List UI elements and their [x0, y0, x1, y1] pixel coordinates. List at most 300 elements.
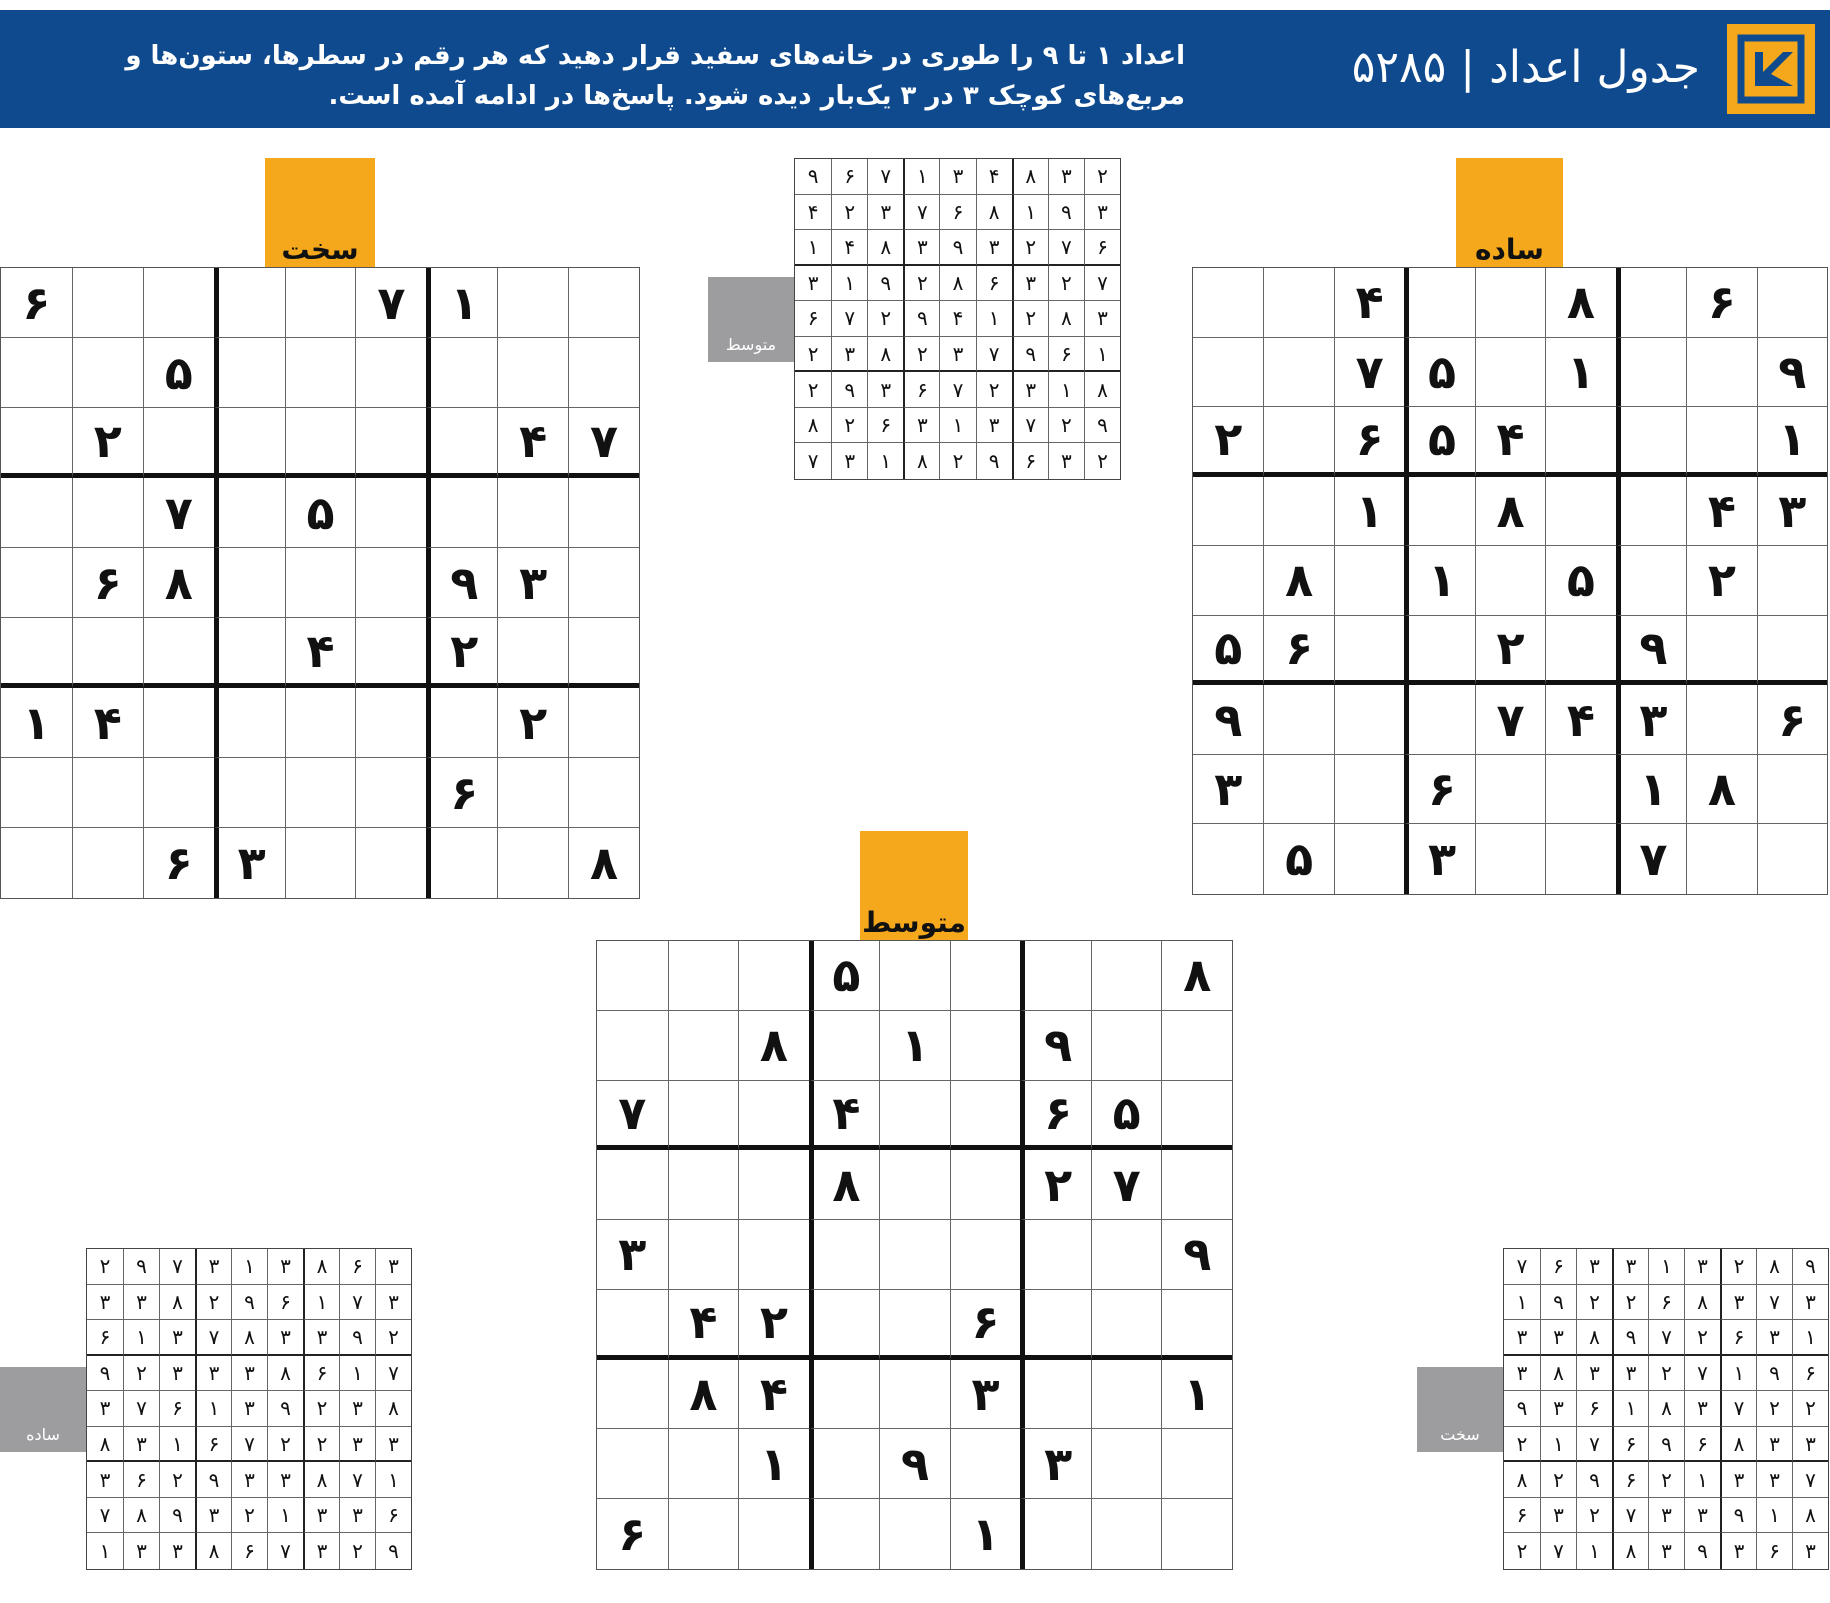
grid-cell: [1263, 685, 1333, 755]
easy-puzzle-grid: [1192, 267, 1828, 895]
grid-cell: ۳: [1684, 1249, 1720, 1285]
grid-cell: ۲: [195, 1285, 231, 1321]
grid-cell: ۱: [1404, 546, 1474, 616]
grid-cell: ۱: [1048, 372, 1084, 408]
grid-cell: ۶: [1020, 1081, 1091, 1151]
grid-cell: ۳: [867, 372, 903, 408]
grid-cell: ۳: [497, 548, 568, 618]
grid-cell: ۲: [903, 337, 939, 373]
grid-cell: ۲: [1756, 1391, 1792, 1427]
grid-cell: ۳: [195, 1249, 231, 1285]
grid-cell: [426, 338, 497, 408]
grid-cell: ۹: [1504, 1391, 1540, 1427]
grid-cell: ۷: [143, 478, 214, 548]
grid-cell: ۶: [1686, 268, 1756, 338]
header-bar: [0, 10, 1830, 128]
grid-cell: [668, 1499, 739, 1569]
grid-cell: ۶: [831, 159, 867, 195]
grid-cell: ۲: [795, 372, 831, 408]
grid-cell: [1161, 1081, 1232, 1151]
grid-cell: ۴: [1686, 477, 1756, 547]
grid-cell: [285, 408, 356, 478]
grid-cell: ۳: [1012, 372, 1048, 408]
grid-cell: [1161, 1499, 1232, 1569]
grid-cell: ۶: [1648, 1285, 1684, 1321]
grid-cell: [1091, 1290, 1162, 1360]
grid-cell: ۶: [1504, 1498, 1540, 1534]
grid-cell: ۳: [267, 1249, 303, 1285]
grid-cell: ۱: [1576, 1533, 1612, 1569]
grid-cell: ۲: [159, 1462, 195, 1498]
grid-cell: ۳: [303, 1533, 339, 1569]
grid-cell: [214, 688, 285, 758]
grid-cell: ۸: [568, 828, 639, 898]
grid-cell: ۲: [72, 408, 143, 478]
grid-cell: [1161, 1150, 1232, 1220]
grid-cell: ۳: [267, 1320, 303, 1356]
grid-cell: ۲: [267, 1427, 303, 1463]
grid-cell: [1161, 1290, 1232, 1360]
grid-cell: ۹: [795, 159, 831, 195]
grid-cell: ۳: [1792, 1533, 1828, 1569]
grid-cell: ۱: [1756, 1498, 1792, 1534]
grid-cell: ۲: [795, 337, 831, 373]
grid-cell: ۸: [375, 1391, 411, 1427]
grid-cell: ۶: [1540, 1249, 1576, 1285]
grid-cell: [809, 1360, 880, 1430]
grid-cell: ۲: [1516, 1539, 1528, 1564]
grid-cell: ۳: [1756, 1320, 1792, 1356]
grid-cell: ۵: [1091, 1081, 1162, 1151]
grid-cell: ۲: [1720, 1249, 1756, 1285]
grid-cell: ۱: [1, 688, 72, 758]
medium-puzzle-tab: متوسط: [860, 831, 968, 941]
grid-cell: ۱: [976, 301, 1012, 337]
grid-cell: ۲: [375, 1320, 411, 1356]
grid-cell: ۱: [950, 1499, 1021, 1569]
grid-cell: ۳: [1084, 195, 1120, 231]
grid-cell: ۶: [123, 1462, 159, 1498]
grid-cell: ۶: [1263, 616, 1333, 686]
grid-cell: ۱: [1012, 195, 1048, 231]
grid-cell: [1404, 616, 1474, 686]
grid-cell: ۳: [339, 1391, 375, 1427]
grid-cell: ۸: [1161, 941, 1232, 1011]
grid-cell: ۲: [339, 1533, 375, 1569]
grid-cell: ۹: [1684, 1533, 1720, 1569]
grid-cell: ۱: [231, 1249, 267, 1285]
grid-cell: [1091, 1011, 1162, 1081]
grid-cell: ۸: [1648, 1391, 1684, 1427]
grid-cell: [1193, 546, 1263, 616]
grid-cell: ۴: [795, 195, 831, 231]
grid-cell: ۶: [1756, 1533, 1792, 1569]
grid-cell: ۲: [1084, 443, 1120, 479]
grid-cell: [668, 1011, 739, 1081]
grid-cell: ۹: [831, 372, 867, 408]
grid-cell: ۳: [1720, 1462, 1756, 1498]
grid-cell: [809, 1429, 880, 1499]
grid-cell: ۶: [159, 1391, 195, 1427]
grid-cell: ۶: [950, 1290, 1021, 1360]
grid-cell: ۸: [87, 1427, 123, 1463]
grid-cell: [1193, 477, 1263, 547]
grid-cell: [809, 1220, 880, 1290]
grid-cell: ۳: [1612, 1249, 1648, 1285]
grid-cell: ۳: [831, 443, 867, 479]
grid-cell: [809, 1499, 880, 1569]
grid-cell: ۲: [1012, 301, 1048, 337]
grid-cell: ۳: [123, 1285, 159, 1321]
grid-cell: ۲: [1648, 1356, 1684, 1392]
grid-cell: ۶: [426, 758, 497, 828]
grid-cell: [879, 1081, 950, 1151]
grid-cell: ۷: [339, 1462, 375, 1498]
grid-cell: [1475, 755, 1545, 825]
grid-cell: ۴: [939, 301, 975, 337]
grid-cell: [1686, 824, 1756, 894]
grid-cell: ۹: [339, 1320, 375, 1356]
grid-cell: ۷: [807, 449, 819, 474]
grid-cell: [597, 941, 668, 1011]
grid-cell: ۳: [214, 828, 285, 898]
grid-cell: ۲: [1648, 1462, 1684, 1498]
grid-cell: ۲: [1576, 1285, 1612, 1321]
grid-cell: ۷: [1612, 1498, 1648, 1534]
grid-cell: ۷: [1616, 824, 1686, 894]
grid-cell: ۱: [939, 408, 975, 444]
grid-cell: ۷: [87, 1498, 123, 1534]
grid-cell: ۶: [1048, 337, 1084, 373]
grid-cell: ۳: [950, 1360, 1021, 1430]
grid-cell: ۶: [867, 408, 903, 444]
easy-puzzle-tab: ساده: [1456, 158, 1563, 268]
grid-cell: ۹: [1792, 1249, 1828, 1285]
grid-cell: [1616, 407, 1686, 477]
grid-cell: [950, 1150, 1021, 1220]
grid-cell: [1545, 755, 1615, 825]
grid-cell: [738, 1220, 809, 1290]
grid-cell: ۹: [1012, 337, 1048, 373]
grid-cell: ۷: [976, 337, 1012, 373]
grid-cell: ۸: [668, 1360, 739, 1430]
grid-cell: ۴: [809, 1081, 880, 1151]
grid-cell: ۴: [1545, 685, 1615, 755]
grid-cell: ۱: [303, 1285, 339, 1321]
grid-cell: [568, 548, 639, 618]
grid-cell: ۳: [303, 1320, 339, 1356]
grid-cell: ۳: [1648, 1498, 1684, 1534]
grid-cell: [738, 1499, 809, 1569]
grid-cell: ۸: [195, 1533, 231, 1569]
grid-cell: [1334, 755, 1404, 825]
grid-cell: ۴: [285, 618, 356, 688]
grid-cell: [1686, 407, 1756, 477]
grid-cell: ۱: [738, 1429, 809, 1499]
grid-cell: [568, 688, 639, 758]
grid-cell: [879, 1499, 950, 1569]
grid-cell: ۳: [267, 1462, 303, 1498]
grid-cell: ۹: [1612, 1320, 1648, 1356]
grid-cell: [497, 758, 568, 828]
grid-cell: ۱: [1084, 337, 1120, 373]
grid-cell: ۴: [738, 1360, 809, 1430]
grid-cell: ۸: [123, 1498, 159, 1534]
grid-cell: [355, 478, 426, 548]
grid-cell: ۲: [1612, 1285, 1648, 1321]
grid-cell: ۷: [1684, 1356, 1720, 1392]
grid-cell: ۹: [1020, 1011, 1091, 1081]
medium-answer-tag: متوسط: [708, 277, 794, 362]
grid-cell: [143, 268, 214, 338]
grid-cell: [1, 618, 72, 688]
grid-cell: ۳: [87, 1462, 123, 1498]
grid-cell: ۹: [1161, 1220, 1232, 1290]
grid-cell: ۱: [195, 1391, 231, 1427]
grid-cell: ۱: [375, 1462, 411, 1498]
grid-cell: [355, 548, 426, 618]
grid-cell: ۸: [143, 548, 214, 618]
grid-cell: [1, 408, 72, 478]
grid-cell: ۸: [1684, 1285, 1720, 1321]
grid-cell: [668, 1429, 739, 1499]
easy-answer-grid: [86, 1248, 412, 1570]
grid-cell: ۳: [1012, 266, 1048, 302]
grid-cell: ۹: [375, 1533, 411, 1569]
grid-cell: [497, 338, 568, 408]
grid-cell: ۱: [1792, 1320, 1828, 1356]
grid-cell: [668, 1220, 739, 1290]
grid-cell: ۷: [867, 159, 903, 195]
easy-answer-tag: ساده: [0, 1367, 86, 1452]
grid-cell: [950, 1429, 1021, 1499]
grid-cell: [1334, 824, 1404, 894]
grid-cell: ۳: [1720, 1285, 1756, 1321]
grid-cell: ۶: [231, 1533, 267, 1569]
grid-cell: [1020, 1220, 1091, 1290]
medium-answer-grid: [794, 158, 1121, 480]
hard-answer-grid: [1503, 1248, 1829, 1570]
grid-cell: ۷: [597, 1081, 668, 1151]
grid-cell: [879, 941, 950, 1011]
grid-cell: [597, 1011, 668, 1081]
grid-cell: ۸: [976, 195, 1012, 231]
grid-cell: ۱: [1612, 1391, 1648, 1427]
grid-cell: [1020, 1290, 1091, 1360]
grid-cell: [355, 828, 426, 898]
grid-cell: ۶: [1012, 443, 1048, 479]
grid-cell: ۱: [1334, 477, 1404, 547]
grid-cell: [1193, 824, 1263, 894]
grid-cell: ۲: [123, 1356, 159, 1392]
grid-cell: [72, 478, 143, 548]
grid-cell: [1091, 941, 1162, 1011]
grid-cell: ۷: [831, 301, 867, 337]
grid-cell: [426, 828, 497, 898]
grid-cell: ۱: [831, 266, 867, 302]
grid-cell: ۸: [1475, 477, 1545, 547]
grid-cell: [738, 1150, 809, 1220]
grid-cell: ۸: [267, 1356, 303, 1392]
grid-cell: [597, 1150, 668, 1220]
grid-cell: [1757, 616, 1827, 686]
grid-cell: [1091, 1220, 1162, 1290]
grid-cell: ۱: [1648, 1249, 1684, 1285]
grid-cell: ۸: [1545, 268, 1615, 338]
grid-cell: [285, 548, 356, 618]
grid-cell: ۲: [976, 372, 1012, 408]
grid-cell: ۳: [1684, 1391, 1720, 1427]
grid-cell: [809, 1011, 880, 1081]
grid-cell: ۸: [867, 230, 903, 266]
grid-cell: [568, 268, 639, 338]
grid-cell: ۶: [1612, 1462, 1648, 1498]
grid-cell: ۱: [1161, 1360, 1232, 1430]
grid-cell: ۶: [939, 195, 975, 231]
grid-cell: [1193, 268, 1263, 338]
grid-cell: ۴: [72, 688, 143, 758]
grid-cell: ۷: [1648, 1320, 1684, 1356]
grid-cell: [1475, 824, 1545, 894]
grid-cell: [950, 941, 1021, 1011]
grid-cell: ۸: [903, 443, 939, 479]
logo-icon: [1727, 24, 1815, 114]
grid-cell: [355, 408, 426, 478]
grid-cell: ۲: [1504, 1427, 1540, 1463]
grid-cell: ۶: [195, 1427, 231, 1463]
grid-cell: ۶: [618, 1507, 647, 1562]
grid-cell: ۲: [1048, 408, 1084, 444]
grid-cell: ۲: [1020, 1150, 1091, 1220]
grid-cell: ۱: [1545, 338, 1615, 408]
grid-cell: ۹: [1648, 1427, 1684, 1463]
grid-cell: ۳: [195, 1356, 231, 1392]
grid-cell: ۱: [903, 159, 939, 195]
grid-cell: ۱: [1684, 1462, 1720, 1498]
grid-cell: ۳: [375, 1427, 411, 1463]
grid-cell: ۶: [375, 1498, 411, 1534]
grid-cell: ۳: [159, 1356, 195, 1392]
grid-cell: [1091, 1429, 1162, 1499]
hard-puzzle-grid: [0, 267, 640, 899]
grid-cell: ۸: [1720, 1427, 1756, 1463]
grid-cell: ۷: [1576, 1427, 1612, 1463]
grid-cell: ۹: [159, 1498, 195, 1534]
grid-cell: ۹: [426, 548, 497, 618]
grid-cell: [72, 758, 143, 828]
grid-cell: ۹: [939, 230, 975, 266]
grid-cell: ۸: [159, 1285, 195, 1321]
grid-cell: [879, 1150, 950, 1220]
grid-cell: [568, 338, 639, 408]
grid-cell: [568, 758, 639, 828]
grid-cell: [426, 688, 497, 758]
grid-cell: [1091, 1360, 1162, 1430]
grid-cell: [143, 408, 214, 478]
grid-cell: ۷: [1720, 1391, 1756, 1427]
grid-cell: ۶: [1, 268, 72, 338]
grid-cell: ۳: [1648, 1533, 1684, 1569]
grid-cell: [1020, 1499, 1091, 1569]
grid-cell: ۸: [939, 266, 975, 302]
grid-cell: ۸: [738, 1011, 809, 1081]
grid-cell: ۹: [123, 1249, 159, 1285]
grid-cell: ۶: [903, 372, 939, 408]
grid-cell: [214, 268, 285, 338]
grid-cell: [879, 1290, 950, 1360]
grid-cell: ۱: [267, 1498, 303, 1534]
grid-cell: ۳: [597, 1220, 668, 1290]
grid-cell: ۳: [159, 1320, 195, 1356]
grid-cell: ۴: [497, 408, 568, 478]
grid-cell: ۷: [1334, 338, 1404, 408]
grid-cell: ۲: [1012, 230, 1048, 266]
grid-cell: [1545, 616, 1615, 686]
grid-cell: [72, 268, 143, 338]
grid-cell: ۶: [1684, 1427, 1720, 1463]
grid-cell: [1545, 407, 1615, 477]
grid-cell: [1686, 338, 1756, 408]
grid-cell: [950, 1011, 1021, 1081]
grid-cell: [355, 758, 426, 828]
grid-cell: ۱: [795, 230, 831, 266]
grid-cell: [1545, 824, 1615, 894]
grid-cell: ۲: [1792, 1391, 1828, 1427]
grid-cell: ۲: [1084, 159, 1120, 195]
grid-cell: [1193, 338, 1263, 408]
grid-cell: ۹: [195, 1462, 231, 1498]
grid-cell: ۹: [267, 1391, 303, 1427]
grid-cell: ۳: [231, 1356, 267, 1392]
grid-cell: [1686, 685, 1756, 755]
grid-cell: ۳: [1684, 1498, 1720, 1534]
grid-cell: ۶: [795, 301, 831, 337]
grid-cell: ۶: [339, 1249, 375, 1285]
grid-cell: [568, 478, 639, 548]
grid-cell: ۹: [903, 301, 939, 337]
grid-cell: ۱: [1720, 1356, 1756, 1392]
grid-cell: ۶: [1720, 1320, 1756, 1356]
grid-cell: [497, 478, 568, 548]
grid-cell: [72, 338, 143, 408]
grid-cell: ۷: [1756, 1285, 1792, 1321]
grid-cell: ۶: [1084, 230, 1120, 266]
grid-cell: ۹: [976, 443, 1012, 479]
grid-cell: [1334, 685, 1404, 755]
grid-cell: ۳: [339, 1498, 375, 1534]
grid-cell: ۷: [339, 1285, 375, 1321]
grid-cell: ۳: [1576, 1356, 1612, 1392]
grid-cell: ۲: [939, 443, 975, 479]
grid-cell: [72, 618, 143, 688]
grid-cell: ۳: [867, 195, 903, 231]
grid-cell: ۸: [867, 337, 903, 373]
grid-cell: ۷: [375, 1356, 411, 1392]
grid-cell: [1020, 1360, 1091, 1430]
grid-cell: ۹: [87, 1356, 123, 1392]
grid-cell: [738, 941, 809, 1011]
grid-cell: ۷: [1091, 1150, 1162, 1220]
grid-cell: ۳: [795, 266, 831, 302]
grid-cell: [1, 478, 72, 548]
grid-cell: [1, 828, 72, 898]
grid-cell: [1161, 1429, 1232, 1499]
grid-cell: ۷: [355, 268, 426, 338]
grid-cell: [1020, 941, 1091, 1011]
grid-cell: [1263, 338, 1333, 408]
grid-cell: [426, 408, 497, 478]
grid-cell: ۲: [867, 301, 903, 337]
